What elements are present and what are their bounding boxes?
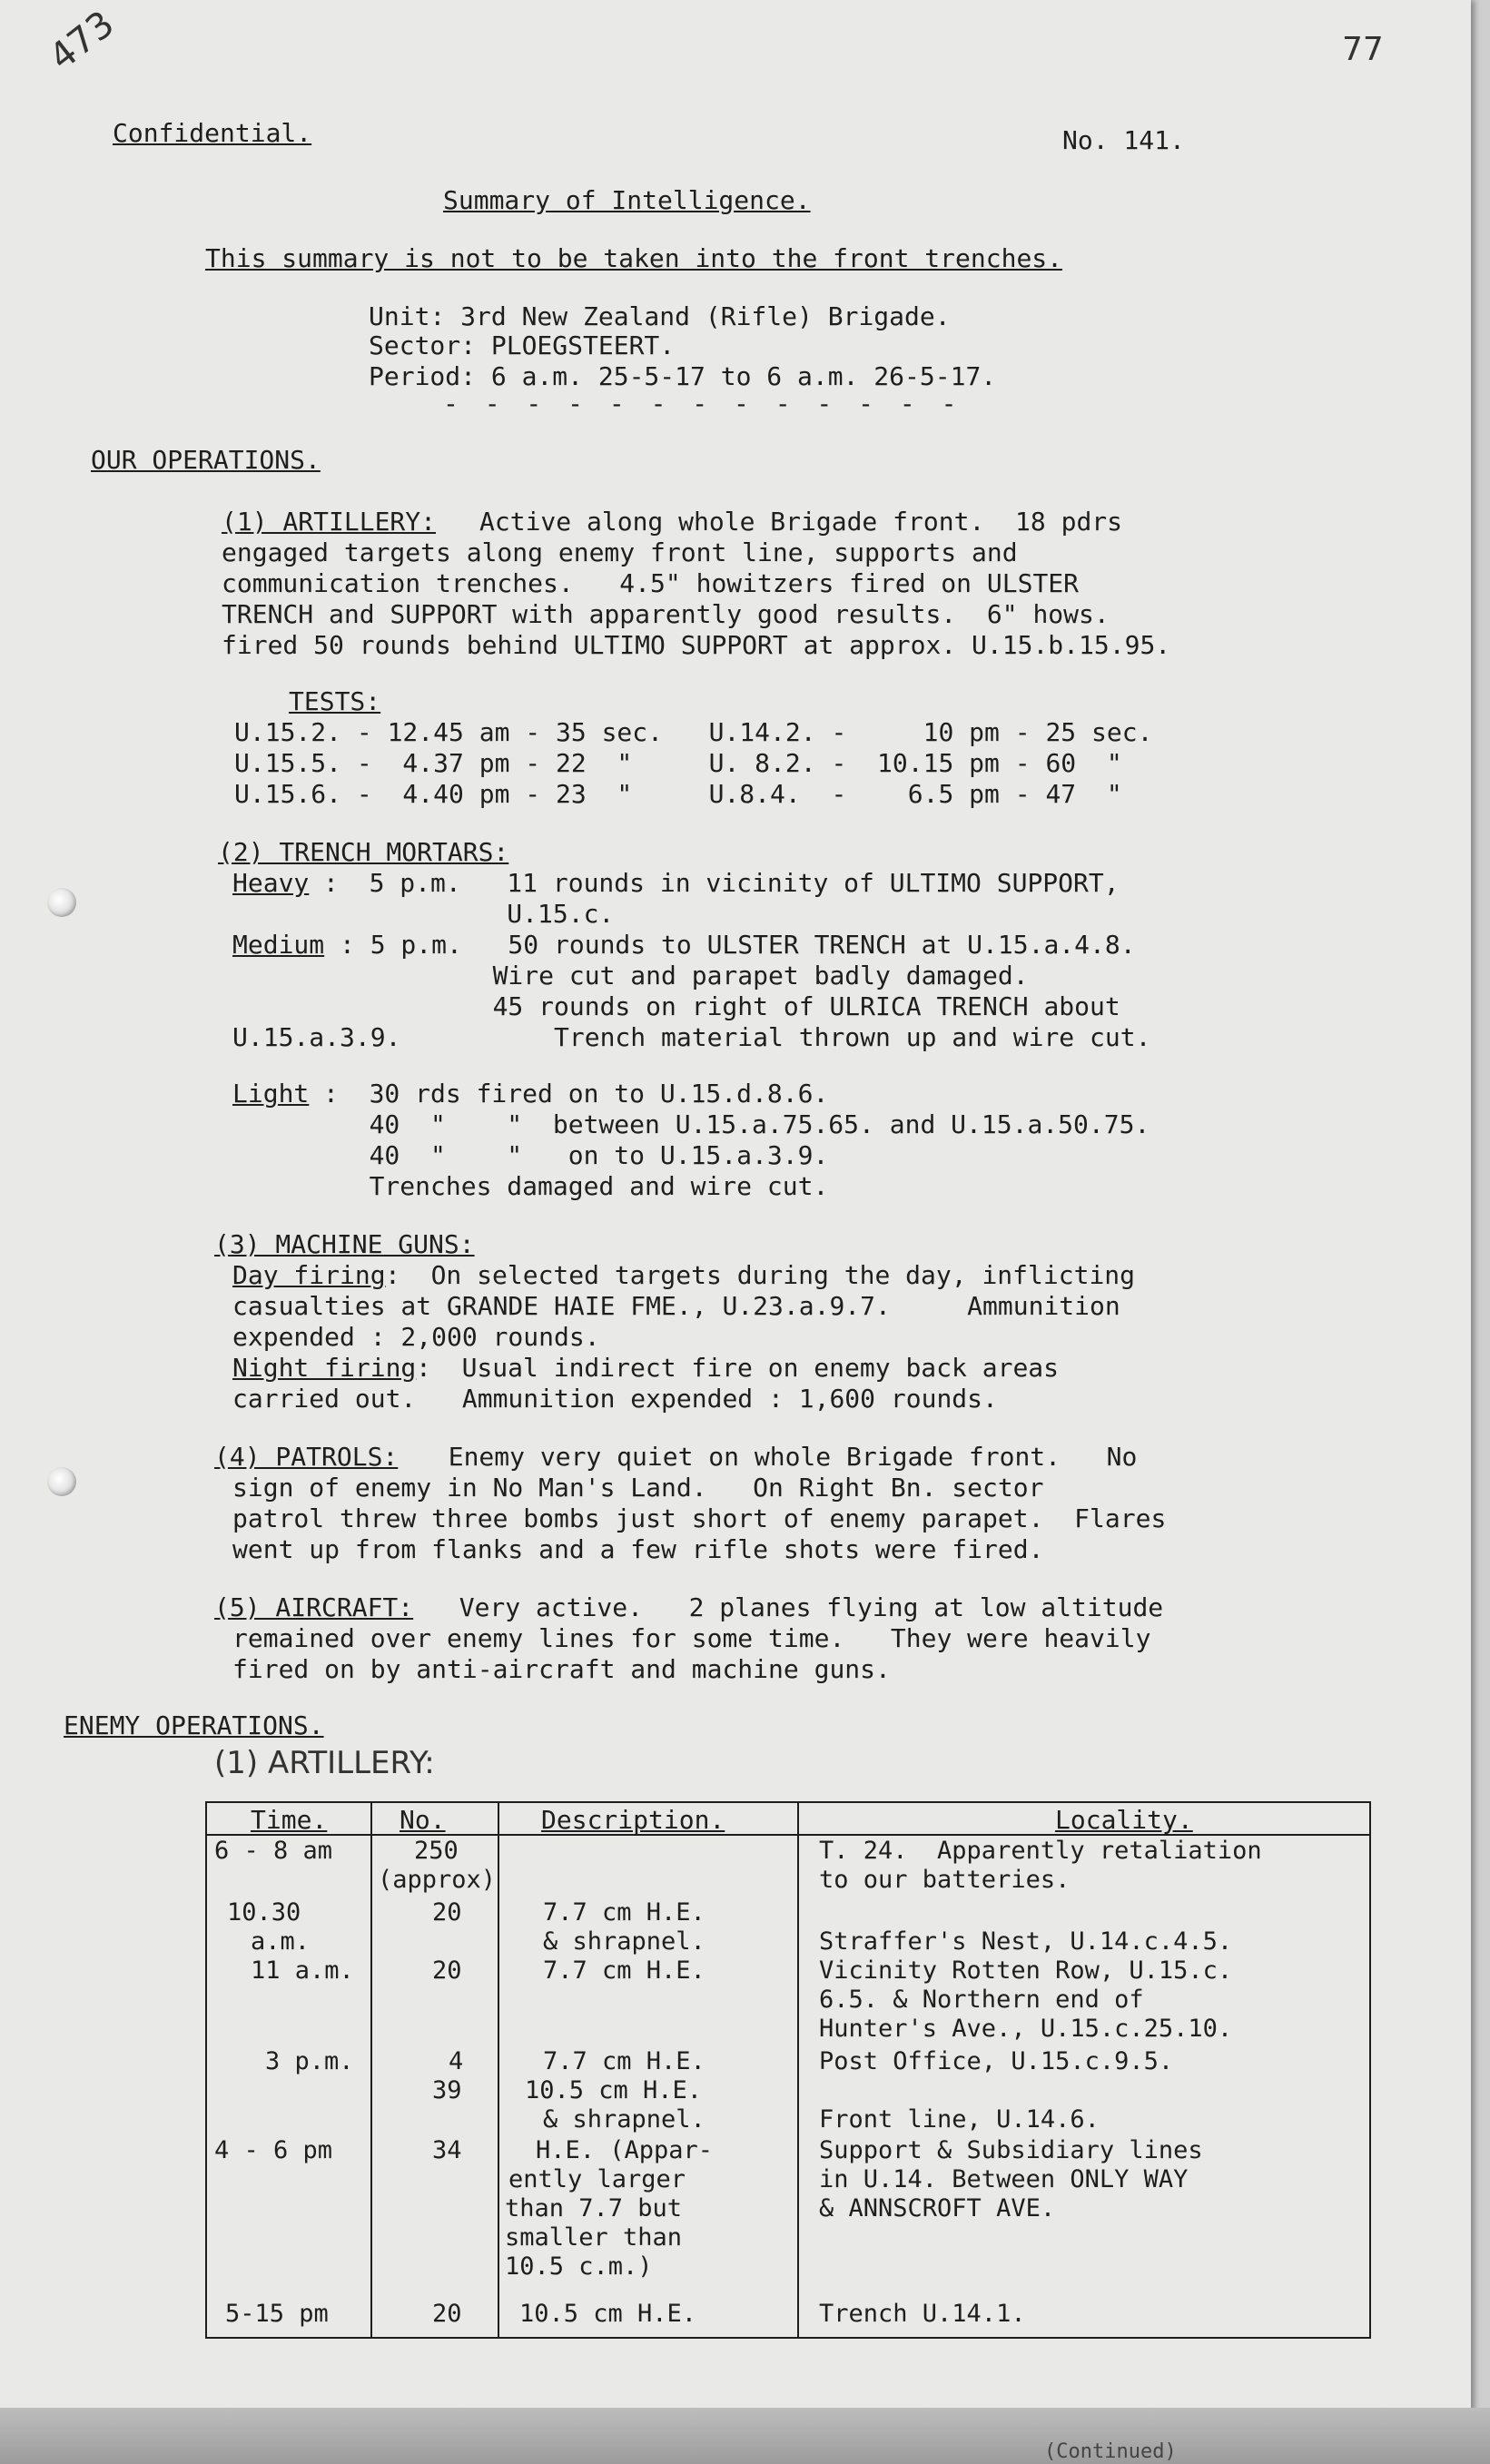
next-page-edge (0, 2408, 1490, 2464)
page-number: 77 (1342, 31, 1384, 68)
sector-line: Sector: PLOEGSTEERT. (369, 330, 676, 360)
table-cell-description: smaller than (505, 2223, 683, 2252)
table-header-no: No. (400, 1805, 446, 1835)
aircraft-label: (5) AIRCRAFT: (214, 1592, 414, 1622)
test-row: U.15.6. - 4.40 pm - 23 " U.8.4. - 6.5 pm - 47 " (234, 779, 1122, 809)
table-cell-no: (approx) (378, 1866, 497, 1894)
medium-line: : 5 p.m. 50 rounds to ULSTER TRENCH at U.15.a.4.8. (340, 930, 1136, 960)
table-cell-locality: Post Office, U.15.c.9.5. (819, 2047, 1174, 2075)
patrols-line: sign of enemy in No Man's Land. On Right Bn. sector (232, 1473, 1044, 1503)
unit-line: Unit: 3rd New Zealand (Rifle) Brigade. (369, 301, 951, 331)
table-col-divider (370, 1801, 372, 2339)
table-cell-locality: Front line, U.14.6. (819, 2105, 1100, 2134)
punch-hole (47, 888, 76, 917)
table-cell-locality: to our batteries. (819, 1866, 1071, 1894)
table-cell-time: a.m. (251, 1927, 311, 1956)
table-col-divider (498, 1801, 499, 2339)
night-firing-line: : Usual indirect fire on enemy back areas (416, 1353, 1060, 1383)
table-header-locality: Locality. (1055, 1805, 1193, 1835)
day-firing-line: expended : 2,000 rounds. (232, 1322, 600, 1352)
table-cell-time: 6 - 8 am (214, 1837, 333, 1865)
table-cell-locality: Trench U.14.1. (819, 2300, 1026, 2328)
heavy-line: : 5 p.m. 11 rounds in vicinity of ULTIMO SUPPORT, (323, 868, 1120, 898)
artillery-line: Active along whole Brigade front. 18 pdrs (479, 507, 1123, 537)
enemy-operations-heading: ENEMY OPERATIONS. (64, 1710, 324, 1740)
table-cell-description: ently larger (508, 2165, 686, 2193)
table-cell-description: H.E. (Appar- (536, 2136, 714, 2164)
day-firing-label: Day firing (232, 1260, 386, 1290)
table-cell-time: 11 a.m. (251, 1956, 354, 1985)
artillery-line: fired 50 rounds behind ULTIMO SUPPORT at approx. U.15.b.15.95. (222, 630, 1171, 660)
night-firing-label: Night firing (232, 1353, 417, 1383)
tests-label: TESTS: (289, 686, 381, 716)
continued-note: (Continued) (1044, 2440, 1177, 2463)
heavy-line: U.15.c. (323, 899, 615, 929)
light-line: 40 " " on to U.15.a.3.9. (323, 1140, 829, 1170)
table-cell-description: 7.7 cm H.E. (543, 1956, 706, 1985)
patrols-line: Enemy very quiet on whole Brigade front. No (418, 1442, 1138, 1472)
table-cell-locality: in U.14. Between ONLY WAY (819, 2165, 1189, 2193)
table-col-divider (797, 1801, 799, 2339)
heavy-label: Heavy (232, 868, 310, 898)
light-line: 40 " " between U.15.a.75.65. and U.15.a.50.75. (323, 1109, 1150, 1139)
table-cell-time: 4 - 6 pm (214, 2136, 333, 2164)
table-cell-locality: 6.5. & Northern end of (819, 1986, 1144, 2014)
medium-line: Wire cut and parapet badly damaged. (340, 961, 1029, 991)
table-cell-no: 20 (432, 1898, 462, 1927)
day-firing-line: : On selected targets during the day, inflicting (385, 1260, 1136, 1290)
patrols-line: went up from flanks and a few rifle shots were fired. (232, 1534, 1044, 1564)
light-label: Light (232, 1079, 310, 1109)
table-cell-no: 34 (432, 2136, 462, 2164)
document-number: No. 141. (1062, 125, 1185, 155)
table-cell-time: 3 p.m. (265, 2047, 354, 2075)
table-cell-time: 10.30 (227, 1898, 301, 1927)
table-header-description: Description. (541, 1805, 725, 1835)
table-cell-description: 10.5 c.m.) (505, 2252, 653, 2281)
medium-label: Medium (232, 930, 325, 960)
test-row: U.15.5. - 4.37 pm - 22 " U. 8.2. - 10.15 pm - 60 " (234, 748, 1122, 778)
classification: Confidential. (113, 118, 312, 148)
document-subtitle: This summary is not to be taken into the front trenches. (205, 243, 1063, 273)
table-cell-locality: Vicinity Rotten Row, U.15.c. (819, 1956, 1233, 1985)
table-cell-description: 10.5 cm H.E. (519, 2300, 697, 2328)
artillery-line: communication trenches. 4.5" howitzers fired on ULSTER (222, 568, 1080, 598)
our-operations-heading: OUR OPERATIONS. (91, 445, 321, 475)
trench-mortars-label: (2) TRENCH MORTARS: (218, 837, 509, 867)
table-cell-description: & shrapnel. (543, 2105, 706, 2134)
table-cell-description: 7.7 cm H.E. (543, 2047, 706, 2075)
day-firing-line: casualties at GRANDE HAIE FME., U.23.a.9.7. Ammunition (232, 1291, 1120, 1321)
light-line: : 30 rds fired on to U.15.d.8.6. (323, 1079, 829, 1109)
artillery-label: (1) ARTILLERY: (222, 507, 437, 537)
table-cell-no: 20 (432, 2300, 462, 2328)
aircraft-line: fired on by anti-aircraft and machine guns. (232, 1654, 891, 1684)
document-title: Summary of Intelligence. (443, 185, 811, 215)
medium-tail: U.15.a.3.9. Trench material thrown up and wire cut. (232, 1022, 1151, 1052)
night-firing-line: carried out. Ammunition expended : 1,600 rounds. (232, 1384, 998, 1414)
punch-hole (47, 1467, 76, 1496)
handwritten-reference: 473 (41, 3, 123, 79)
artillery-line: TRENCH and SUPPORT with apparently good results. 6" hows. (222, 599, 1110, 629)
medium-line: 45 rounds on right of ULRICA TRENCH about (340, 991, 1120, 1021)
aircraft-line: remained over enemy lines for some time. They were heavily (232, 1623, 1151, 1653)
table-cell-description: than 7.7 but (505, 2194, 683, 2223)
table-cell-no: 4 (449, 2047, 464, 2075)
machine-guns-label: (3) MACHINE GUNS: (214, 1229, 475, 1259)
table-cell-locality: T. 24. Apparently retaliation (819, 1837, 1262, 1865)
table-cell-description: & shrapnel. (543, 1927, 706, 1956)
table-cell-time: 5-15 pm (225, 2300, 329, 2328)
enemy-artillery-label: (1) ARTILLERY: (214, 1745, 435, 1781)
artillery-line: engaged targets along enemy front line, supports and (222, 537, 1018, 567)
table-cell-locality: Hunter's Ave., U.15.c.25.10. (819, 2015, 1233, 2043)
table-cell-no: 39 (432, 2076, 462, 2104)
period-line: Period: 6 a.m. 25-5-17 to 6 a.m. 26-5-17. (369, 361, 997, 391)
light-line: Trenches damaged and wire cut. (323, 1171, 829, 1201)
patrols-label: (4) PATROLS: (214, 1442, 399, 1472)
table-cell-no: 250 (414, 1837, 459, 1865)
aircraft-line: Very active. 2 planes flying at low altitude (429, 1592, 1164, 1622)
table-cell-no: 20 (432, 1956, 462, 1985)
table-header-time: Time. (251, 1805, 328, 1835)
table-cell-locality: Straffer's Nest, U.14.c.4.5. (819, 1927, 1233, 1956)
test-row: U.15.2. - 12.45 am - 35 sec. U.14.2. - 10 pm - 25 sec. (234, 717, 1153, 747)
table-cell-locality: & ANNSCROFT AVE. (819, 2194, 1056, 2223)
table-cell-locality: Support & Subsidiary lines (819, 2136, 1203, 2164)
table-cell-description: 10.5 cm H.E. (525, 2076, 703, 2104)
table-cell-description: 7.7 cm H.E. (543, 1898, 706, 1927)
separator-dashes: - - - - - - - - - - - - - (443, 389, 962, 419)
patrols-line: patrol threw three bombs just short of enemy parapet. Flares (232, 1503, 1167, 1533)
